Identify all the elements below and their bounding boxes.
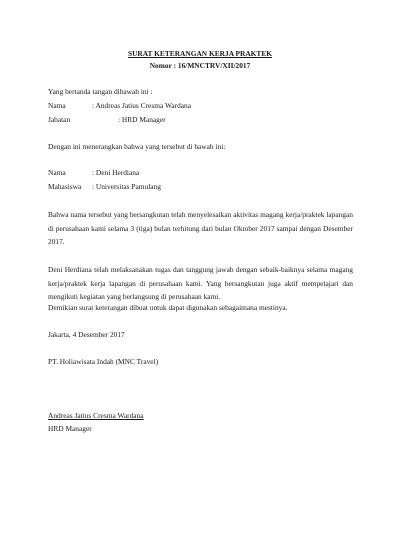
signature-name: Andreas Jatius Cresma Wardana [48,411,144,420]
paragraph-performance: Deni Herdiana telah melaksanakan tugas dan tanggung jawab dengan sebaik-baiknya selama magang kerja/praktek kerja lapangan di perusahaan kami. Yang bersangkutan juga aktif mempelajari dan mengikuti kegiatan yang berlangsung di perusahaan kami. [48,265,353,301]
student-status-label: Mahasiswa [48,182,82,191]
signer-position-value: : HRD Manager [118,115,166,124]
signer-name-value: : Andreas Jatius Cresma Wardana [92,101,192,110]
letter-number: Nomor : 16/MNCTRV/XII/2017 [149,61,251,70]
student-name-label: Nama [48,168,66,177]
company-name: PT. Holiawisata Indah (MNC Travel) [48,357,159,366]
intro-text: Yang bertanda tangan dibawah ini : [48,87,153,96]
paragraph-completion: Bahwa nama tersebut yang bersangkutan telah menyelesaikan aktivitas magang kerja/praktek lapangan di perusahaan kami selama 3 (tiga) bulan terhitung dari bulan Oktober 2017 sampai dengan Desember 2017. [48,210,353,246]
closing-text: Demikian surat keterangan dibuat untuk dapat digunakan sebagaimana mestinya. [48,303,288,312]
signature-title: HRD Manager [48,424,92,433]
place-date: Jakarta, 4 Desember 2017 [48,330,125,339]
student-name-value: : Deni Herdiana [92,168,140,177]
student-status-value: : Universitas Pamulang [92,182,161,191]
letter-title: SURAT KETERANGAN KERJA PRAKTEK [127,49,273,58]
declaration-text: Dengan ini menerangkan bahwa yang tersebut di bawah ini: [48,142,226,151]
signer-position-label: Jabatan [48,115,71,124]
signer-name-label: Nama [48,101,66,110]
